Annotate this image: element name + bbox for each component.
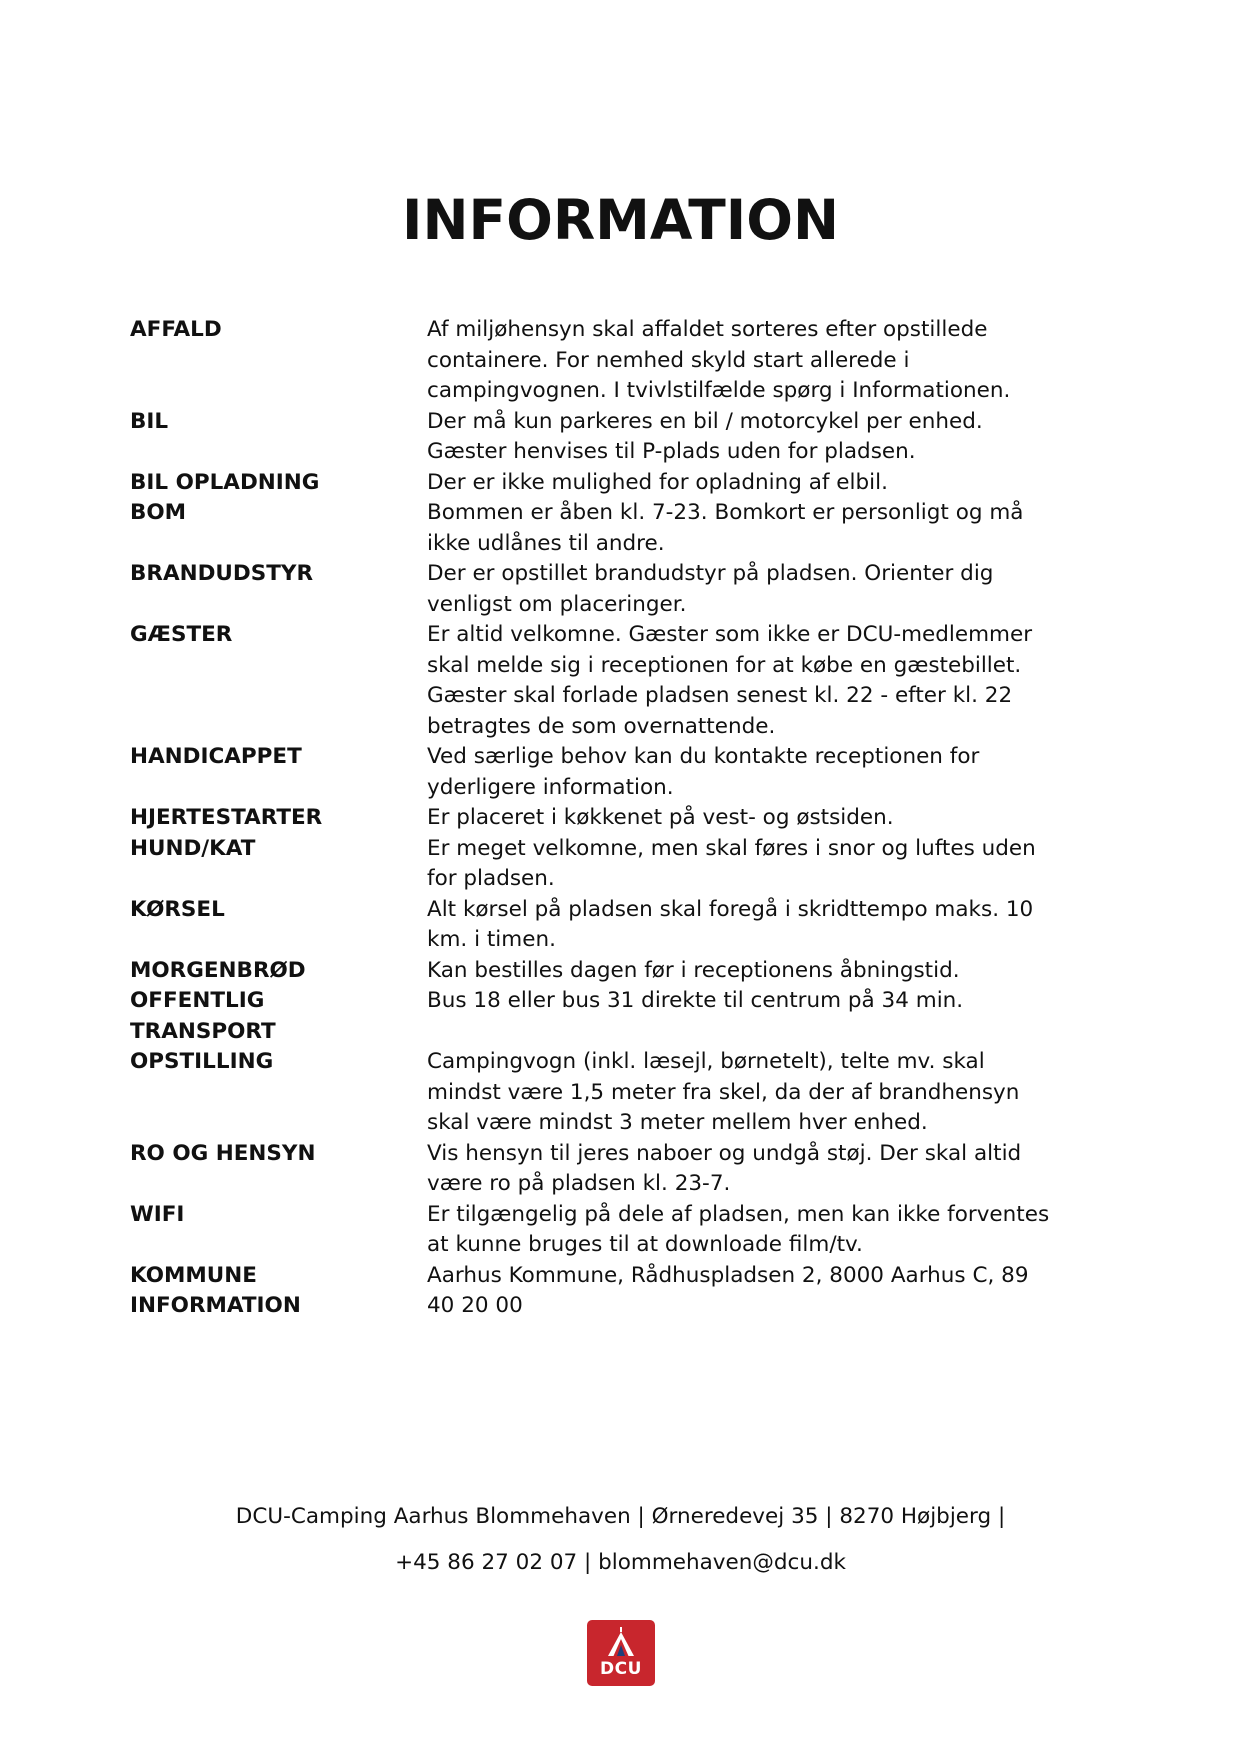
footer-contact [0, 1494, 1241, 1586]
info-row-bil-opladning [130, 468, 1120, 499]
info-term: OPSTILLING [130, 1049, 274, 1074]
info-description: Bus 18 eller bus 31 direkte til centrum på 34 min. [427, 988, 964, 1013]
info-description: Er tilgængelig på dele af pladsen, men kan ikke forventes at kunne bruges til at downloade film/tv. [427, 1201, 1050, 1257]
info-row-morgenbroed [130, 956, 1120, 987]
info-row-opstilling [130, 1047, 1120, 1139]
page-title: INFORMATION [402, 188, 839, 252]
info-description: Er meget velkomne, men skal føres i snor og luftes uden for pladsen. [427, 835, 1036, 891]
dcu-logo [587, 1620, 655, 1686]
info-row-gaester [130, 620, 1120, 742]
info-description: Aarhus Kommune, Rådhuspladsen 2, 8000 Aarhus C, 89 40 20 00 [427, 1262, 1029, 1318]
info-row-brandudstyr [130, 559, 1120, 620]
info-description: Kan bestilles dagen før i receptionens åbningstid. [427, 957, 960, 983]
info-description: Alt kørsel på pladsen skal foregå i skridttempo maks. 10 km. i timen. [427, 896, 1034, 952]
info-list [130, 315, 1120, 1322]
info-description: Af miljøhensyn skal affaldet sorteres efter opstillede containere. For nemhed skyld start allerede i campingvognen. I tvivlstilfælde spørg i Informationen. [427, 317, 1011, 403]
tent-icon [587, 1620, 655, 1660]
info-row-bom [130, 498, 1120, 559]
footer-address: DCU-Camping Aarhus Blommehaven | Ørneredevej 35 | 8270 Højbjerg | [235, 1504, 1006, 1529]
info-term: RO OG HENSYN [130, 1140, 316, 1166]
info-term: BIL [130, 408, 169, 434]
info-row-hjertestarter [130, 803, 1120, 834]
info-description: Bommen er åben kl. 7-23. Bomkort er personligt og må ikke udlånes til andre. [427, 500, 1024, 556]
info-term: WIFI [130, 1201, 185, 1227]
info-description: Ved særlige behov kan du kontakte receptionen for yderligere information. [427, 744, 980, 800]
info-description: Der er ikke mulighed for opladning af elbil. [427, 469, 888, 495]
info-description: Der er opstillet brandudstyr på pladsen. Orienter dig venligst om placeringer. [427, 561, 994, 617]
info-term: HUND/KAT [130, 835, 256, 861]
info-description: Er altid velkomne. Gæster som ikke er DCU-medlemmer skal melde sig i receptionen for at købe en gæstebillet. Gæster skal forlade pladsen senest kl. 22 - efter kl. 22 betragtes de som overnattende. [427, 622, 1033, 739]
info-row-kommune-information [130, 1261, 1120, 1322]
info-row-affald [130, 315, 1120, 407]
info-term: KOMMUNE INFORMATION [130, 1262, 301, 1318]
info-term: BOM [130, 500, 187, 525]
info-term: KØRSEL [130, 896, 225, 922]
info-description: Er placeret i køkkenet på vest- og østsiden. [427, 805, 894, 830]
info-term: OFFENTLIG TRANSPORT [130, 988, 276, 1044]
info-description: Campingvogn (inkl. læsejl, børnetelt), telte mv. skal mindst være 1,5 meter fra skel, da der af brandhensyn skal være mindst 3 meter mellem hver enhed. [427, 1049, 1020, 1135]
info-description: Vis hensyn til jeres naboer og undgå støj. Der skal altid være ro på pladsen kl. 23-7. [427, 1140, 1022, 1196]
info-term: GÆSTER [130, 622, 233, 647]
info-term: HJERTESTARTER [130, 805, 323, 830]
info-row-hund-kat [130, 834, 1120, 895]
footer-phone-email: +45 86 27 02 07 | blommehaven@dcu.dk [395, 1550, 846, 1575]
info-row-ro-og-hensyn [130, 1139, 1120, 1200]
info-term: HANDICAPPET [130, 744, 302, 769]
info-term: BIL OPLADNING [130, 469, 320, 495]
info-term: MORGENBRØD [130, 957, 306, 983]
info-row-handicappet [130, 742, 1120, 803]
info-term: AFFALD [130, 317, 222, 342]
info-description: Der må kun parkeres en bil / motorcykel per enhed. Gæster henvises til P-plads uden for pladsen. [427, 408, 983, 464]
info-term: BRANDUDSTYR [130, 561, 314, 586]
info-row-offentlig-transport [130, 986, 1120, 1047]
info-row-bil [130, 407, 1120, 468]
info-row-wifi [130, 1200, 1120, 1261]
logo-text: DCU [600, 1659, 642, 1679]
info-row-koersel [130, 895, 1120, 956]
